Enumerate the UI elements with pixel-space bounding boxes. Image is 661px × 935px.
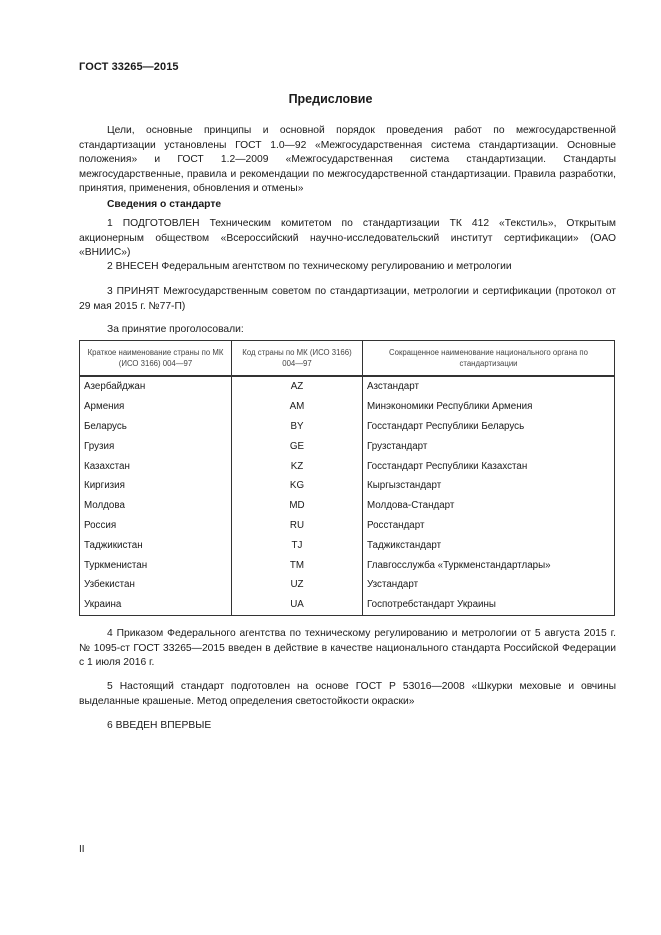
table-row: [80, 496, 615, 516]
country-code: UZ: [232, 575, 363, 595]
country-code: UA: [232, 595, 363, 615]
table-row: [80, 535, 615, 555]
section-heading: Сведения о стандарте: [107, 199, 222, 210]
country-name: Молдова: [80, 496, 232, 516]
standards-body: Госстандарт Республики Беларусь: [363, 417, 615, 437]
standards-body: Азстандарт: [363, 376, 615, 397]
item-5-paragraph: 5 Настоящий стандарт подготовлен на основе ГОСТ Р 53016—2008 «Шкурки меховые и овчины выделанные крашеные. Метод определения светостойкости окраски»: [79, 681, 616, 707]
voting-table: [79, 340, 615, 616]
table-row: [80, 516, 615, 536]
item-1-paragraph: 1 ПОДГОТОВЛЕН Техническим комитетом по стандартизации ТК 412 «Текстиль», Открытым акционерным обществом «Всероссийский научно-исследовательский институт сертификации» (ОАО «ВНИИС»): [79, 218, 616, 258]
document-code: ГОСТ 33265—2015: [79, 61, 179, 73]
country-name: Туркменистан: [80, 555, 232, 575]
standards-body: Таджикстандарт: [363, 535, 615, 555]
table-row: [80, 436, 615, 456]
country-code: AZ: [232, 376, 363, 397]
country-name: Таджикистан: [80, 535, 232, 555]
item-6-paragraph: 6 ВВЕДЕН ВПЕРВЫЕ: [107, 720, 212, 731]
table-header-row: [80, 341, 615, 377]
page-title: Предисловие: [288, 92, 373, 106]
standards-body: Узстандарт: [363, 575, 615, 595]
table-row: [80, 575, 615, 595]
table-row: [80, 555, 615, 575]
standards-body: Госпотребстандарт Украины: [363, 595, 615, 615]
country-code: BY: [232, 417, 363, 437]
standards-body: Росстандарт: [363, 516, 615, 536]
item-2-paragraph: 2 ВНЕСЕН Федеральным агентством по техническому регулированию и метрологии: [107, 261, 512, 272]
country-code: GE: [232, 436, 363, 456]
standards-body: Грузстандарт: [363, 436, 615, 456]
standards-body: Молдова-Стандарт: [363, 496, 615, 516]
country-name: Узбекистан: [80, 575, 232, 595]
country-code: TM: [232, 555, 363, 575]
table-row: [80, 376, 615, 397]
country-name: Грузия: [80, 436, 232, 456]
country-name: Армения: [80, 397, 232, 417]
page-number: II: [79, 844, 85, 855]
item-3-paragraph: 3 ПРИНЯТ Межгосударственным советом по стандартизации, метрологии и сертификации (протокол от 29 мая 2015 г. №77-П): [79, 286, 616, 312]
country-name: Киргизия: [80, 476, 232, 496]
header-country-name: Краткое наименование страны по МК (ИСО 3166) 004—97: [80, 341, 232, 377]
country-name: Казахстан: [80, 456, 232, 476]
table-row: [80, 595, 615, 615]
country-code: MD: [232, 496, 363, 516]
standards-body: Главгосслужба «Туркменстандартлары»: [363, 555, 615, 575]
country-name: Украина: [80, 595, 232, 615]
table-row: [80, 397, 615, 417]
intro-paragraph: Цели, основные принципы и основной порядок проведения работ по межгосударственной стандартизации установлены ГОСТ 1.0—92 «Межгосударственная система стандартизации. Основные положения» и ГОСТ 1.2—2009 «Межгосударственная система стандартизации. Стандарты межгосударственные, правила и рекомендации по межгосударственной стандартизации. Правила разработки, принятия, применения, обновления и отмены»: [79, 125, 616, 194]
header-standards-body: Сокращенное наименование национального органа по стандартизации: [363, 341, 615, 377]
country-code: TJ: [232, 535, 363, 555]
standards-body: Госстандарт Республики Казахстан: [363, 456, 615, 476]
table-row: [80, 417, 615, 437]
standards-body: Кыргызстандарт: [363, 476, 615, 496]
vote-caption: За принятие проголосовали:: [107, 324, 244, 335]
country-code: AM: [232, 397, 363, 417]
country-code: KZ: [232, 456, 363, 476]
country-name: Азербайджан: [80, 376, 232, 397]
country-name: Беларусь: [80, 417, 232, 437]
country-code: KG: [232, 476, 363, 496]
standards-body: Минэкономики Республики Армения: [363, 397, 615, 417]
country-code: RU: [232, 516, 363, 536]
header-country-code: Код страны по МК (ИСО 3166) 004—97: [232, 341, 363, 377]
country-name: Россия: [80, 516, 232, 536]
table-row: [80, 456, 615, 476]
table-row: [80, 476, 615, 496]
item-4-paragraph: 4 Приказом Федерального агентства по техническому регулированию и метрологии от 5 августа 2015 г. № 1095-ст ГОСТ 33265—2015 введен в действие в качестве национального стандарта Российской Федерации с 1 июля 2016 г.: [79, 628, 616, 668]
